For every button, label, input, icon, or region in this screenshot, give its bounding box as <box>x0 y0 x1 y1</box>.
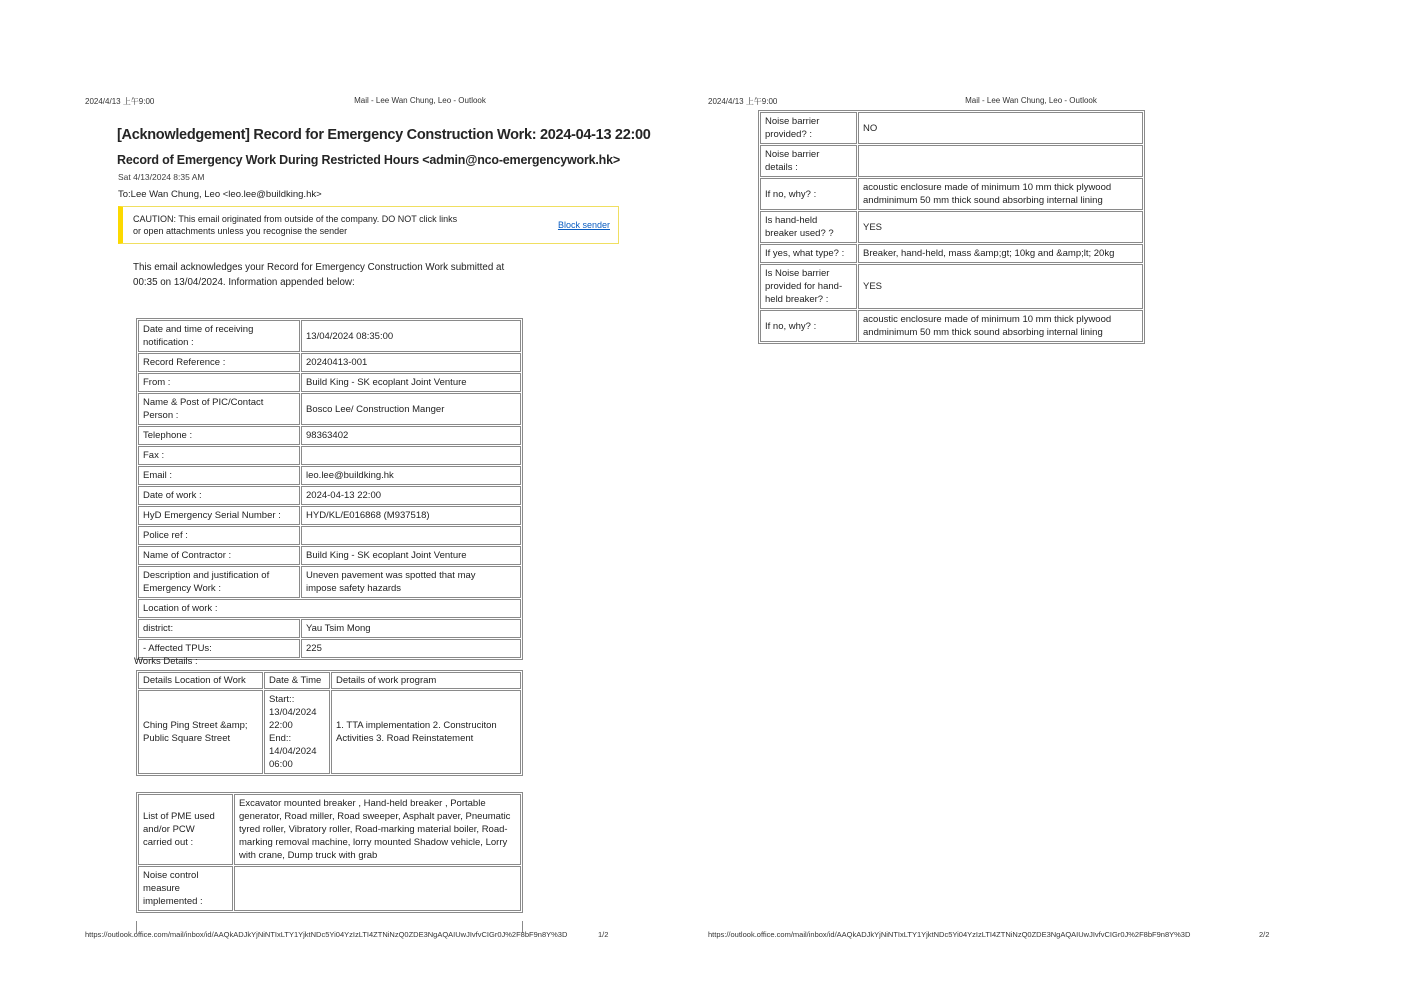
table-row <box>760 211 1143 243</box>
work-location-cell: Ching Ping Street &amp; Public Square Street <box>138 690 263 774</box>
table-row <box>760 244 1143 263</box>
field-value: YES <box>858 264 1143 309</box>
column-header: Details Location of Work <box>138 672 263 689</box>
field-value: acoustic enclosure made of minimum 10 mm thick plywood andminimum 50 mm thick sound absorbing internal lining <box>858 178 1143 210</box>
page2-header-date: 2024/4/13 上午9:00 <box>708 97 778 106</box>
printed-page-2 <box>700 0 1403 993</box>
page2-header-title: Mail - Lee Wan Chung, Leo - Outlook <box>965 96 1097 105</box>
block-sender-link[interactable]: Block sender <box>557 220 610 230</box>
table-row <box>138 546 521 565</box>
table-row <box>760 178 1143 210</box>
field-value: 20240413-001 <box>301 353 521 372</box>
field-label: Noise control measure implemented : <box>138 866 233 911</box>
work-datetime-cell: Start:: 13/04/2024 22:00 End:: 14/04/2024 06:00 <box>264 690 330 774</box>
pme-table <box>136 792 523 913</box>
table-row <box>138 446 521 465</box>
field-value: 2024-04-13 22:00 <box>301 486 521 505</box>
caution-banner <box>118 206 619 244</box>
field-label: Is Noise barrier provided for hand- held breaker? : <box>760 264 857 309</box>
table-row <box>138 393 521 425</box>
field-label: Name & Post of PIC/Contact Person : <box>138 393 300 425</box>
table-row <box>138 320 521 352</box>
page1-footer-url: https://outlook.office.com/mail/inbox/id/AAQkADJkYjNiNTIxLTY1YjktNDc5Yi04YzIzLTI4ZTNiNzQ0ZDE3NgAQAIUwJIvfvCIGr0J%2F8bF9n8Y%3D <box>85 930 568 939</box>
field-value <box>301 526 521 545</box>
page2-footer-page-number: 2/2 <box>1259 930 1270 939</box>
field-label: From : <box>138 373 300 392</box>
noise-table <box>758 110 1145 344</box>
field-label: Name of Contractor : <box>138 546 300 565</box>
field-value: HYD/KL/E016868 (M937518) <box>301 506 521 525</box>
field-value: Bosco Lee/ Construction Manger <box>301 393 521 425</box>
field-value <box>234 866 521 911</box>
field-value <box>301 446 521 465</box>
table-header-row <box>138 672 521 689</box>
table-row <box>760 145 1143 177</box>
field-label: Noise barrier details : <box>760 145 857 177</box>
field-label: List of PME used and/or PCW carried out : <box>138 794 233 865</box>
table-row <box>138 566 521 598</box>
table-row <box>138 506 521 525</box>
table-row <box>760 310 1143 342</box>
table-row <box>760 112 1143 144</box>
table-row <box>138 794 521 865</box>
field-value: Build King - SK ecoplant Joint Venture <box>301 373 521 392</box>
table-row <box>138 353 521 372</box>
table-row <box>138 526 521 545</box>
field-value: YES <box>858 211 1143 243</box>
work-program-cell: 1. TTA implementation 2. Construciton Activities 3. Road Reinstatement <box>331 690 521 774</box>
email-to-line: To:Lee Wan Chung, Leo <leo.lee@buildking.hk> <box>118 189 322 200</box>
column-header: Details of work program <box>331 672 521 689</box>
page1-footer-page-number: 1/2 <box>598 930 609 939</box>
field-label: HyD Emergency Serial Number : <box>138 506 300 525</box>
field-value <box>858 145 1143 177</box>
field-label: If yes, what type? : <box>760 244 857 263</box>
printed-page-1 <box>0 0 700 993</box>
field-value: Uneven pavement was spotted that may impose safety hazards <box>301 566 521 598</box>
field-label: Location of work : <box>138 599 521 618</box>
field-value: 225 <box>301 639 521 658</box>
field-label: district: <box>138 619 300 638</box>
field-value: acoustic enclosure made of minimum 10 mm thick plywood andminimum 50 mm thick sound absorbing internal lining <box>858 310 1143 342</box>
column-header: Date & Time <box>264 672 330 689</box>
field-label: Telephone : <box>138 426 300 445</box>
works-details-heading: Works Details : <box>134 656 198 667</box>
field-label: Noise barrier provided? : <box>760 112 857 144</box>
email-subject: [Acknowledgement] Record for Emergency Construction Work: 2024-04-13 22:00 <box>117 127 651 143</box>
table-row <box>138 486 521 505</box>
field-label: Description and justification of Emergency Work : <box>138 566 300 598</box>
email-sent-date: Sat 4/13/2024 8:35 AM <box>118 172 205 182</box>
table-row <box>138 599 521 618</box>
table-row <box>138 690 521 774</box>
field-label: Police ref : <box>138 526 300 545</box>
field-value: 98363402 <box>301 426 521 445</box>
caution-text: CAUTION: This email originated from outside of the company. DO NOT click links or open attachments unless you recognise the sender <box>133 214 458 236</box>
field-value: NO <box>858 112 1143 144</box>
works-details-table <box>136 670 523 776</box>
email-sender: Record of Emergency Work During Restricted Hours <admin@nco-emergencywork.hk> <box>117 153 620 167</box>
field-label: Fax : <box>138 446 300 465</box>
field-label: If no, why? : <box>760 310 857 342</box>
page1-header-title: Mail - Lee Wan Chung, Leo - Outlook <box>354 96 486 105</box>
field-value: Excavator mounted breaker , Hand-held breaker , Portable generator, Road miller, Road sweeper, Asphalt paver, Pneumatic tyred roller, Vibratory roller, Road-marking material boiler, Road-marking removal machine, lorry mounted Shadow vehicle, Lorry with crane, Dump truck with grab <box>234 794 521 865</box>
field-label: If no, why? : <box>760 178 857 210</box>
field-label: Is hand-held breaker used? ? <box>760 211 857 243</box>
page1-header-date: 2024/4/13 上午9:00 <box>85 97 155 106</box>
field-label: Record Reference : <box>138 353 300 372</box>
table-row <box>760 264 1143 309</box>
field-value: 13/04/2024 08:35:00 <box>301 320 521 352</box>
record-table <box>136 318 523 660</box>
field-label: Date and time of receiving notification : <box>138 320 300 352</box>
field-label: - Affected TPUs: <box>138 639 300 658</box>
field-value: Yau Tsim Mong <box>301 619 521 638</box>
field-label: Date of work : <box>138 486 300 505</box>
field-value: Build King - SK ecoplant Joint Venture <box>301 546 521 565</box>
table-row <box>138 426 521 445</box>
table-row <box>138 373 521 392</box>
table-row <box>138 466 521 485</box>
email-body-intro: This email acknowledges your Record for Emergency Construction Work submitted at 00:35 on 13/04/2024. Information appended below: <box>133 262 505 288</box>
field-value: Breaker, hand-held, mass &amp;gt; 10kg and &amp;lt; 20kg <box>858 244 1143 263</box>
table-row <box>138 866 521 911</box>
field-label: Email : <box>138 466 300 485</box>
page2-footer-url: https://outlook.office.com/mail/inbox/id/AAQkADJkYjNiNTIxLTY1YjktNDc5Yi04YzIzLTI4ZTNiNzQ0ZDE3NgAQAIUwJIvfvCIGr0J%2F8bF9n8Y%3D <box>708 930 1191 939</box>
field-value: leo.lee@buildking.hk <box>301 466 521 485</box>
table-row <box>138 619 521 638</box>
